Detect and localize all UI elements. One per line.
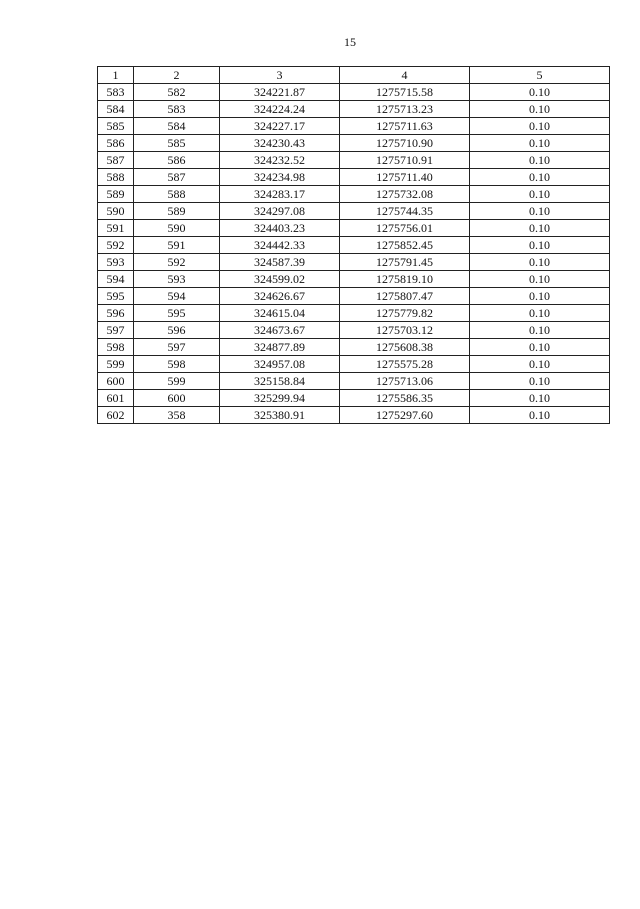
table-cell-col-5: 0.10 <box>470 101 610 118</box>
header-cell-col-1: 1 <box>98 67 134 84</box>
table-cell-col-1: 594 <box>98 271 134 288</box>
table-cell-col-1: 602 <box>98 407 134 424</box>
table-row <box>98 356 610 373</box>
table-cell-col-1: 600 <box>98 373 134 390</box>
table-body <box>98 84 610 424</box>
table-cell-col-4: 1275710.90 <box>340 135 470 152</box>
table-row <box>98 169 610 186</box>
table-cell-col-1: 595 <box>98 288 134 305</box>
table-row <box>98 288 610 305</box>
table-cell-col-5: 0.10 <box>470 407 610 424</box>
table-cell-col-3: 324221.87 <box>220 84 340 101</box>
table-row <box>98 186 610 203</box>
table-cell-col-5: 0.10 <box>470 203 610 220</box>
table-cell-col-4: 1275779.82 <box>340 305 470 322</box>
table-cell-col-2: 582 <box>134 84 220 101</box>
table-cell-col-2: 597 <box>134 339 220 356</box>
table-cell-col-2: 583 <box>134 101 220 118</box>
header-cell-col-4: 4 <box>340 67 470 84</box>
table-cell-col-5: 0.10 <box>470 118 610 135</box>
header-cell-col-5: 5 <box>470 67 610 84</box>
table-cell-col-1: 588 <box>98 169 134 186</box>
table-cell-col-1: 583 <box>98 84 134 101</box>
table-cell-col-1: 598 <box>98 339 134 356</box>
table-cell-col-5: 0.10 <box>470 169 610 186</box>
table-cell-col-4: 1275703.12 <box>340 322 470 339</box>
table-cell-col-5: 0.10 <box>470 271 610 288</box>
table-row <box>98 390 610 407</box>
table-cell-col-2: 590 <box>134 220 220 237</box>
table-cell-col-3: 324234.98 <box>220 169 340 186</box>
table-cell-col-2: 358 <box>134 407 220 424</box>
table-cell-col-3: 324297.08 <box>220 203 340 220</box>
table-cell-col-4: 1275744.35 <box>340 203 470 220</box>
table-cell-col-2: 595 <box>134 305 220 322</box>
table-cell-col-3: 324599.02 <box>220 271 340 288</box>
table-row <box>98 203 610 220</box>
table-cell-col-1: 601 <box>98 390 134 407</box>
page-number: 15 <box>344 35 356 49</box>
table-cell-col-2: 600 <box>134 390 220 407</box>
table-cell-col-3: 324615.04 <box>220 305 340 322</box>
table-cell-col-3: 324224.24 <box>220 101 340 118</box>
table-cell-col-1: 587 <box>98 152 134 169</box>
table-cell-col-5: 0.10 <box>470 356 610 373</box>
table-row <box>98 220 610 237</box>
table-cell-col-3: 324673.67 <box>220 322 340 339</box>
table-cell-col-5: 0.10 <box>470 220 610 237</box>
table-cell-col-2: 587 <box>134 169 220 186</box>
table-cell-col-1: 593 <box>98 254 134 271</box>
table-cell-col-5: 0.10 <box>470 288 610 305</box>
table-cell-col-2: 594 <box>134 288 220 305</box>
table-cell-col-3: 325299.94 <box>220 390 340 407</box>
table-cell-col-5: 0.10 <box>470 84 610 101</box>
table-cell-col-4: 1275713.06 <box>340 373 470 390</box>
table-cell-col-4: 1275711.63 <box>340 118 470 135</box>
table-cell-col-4: 1275608.38 <box>340 339 470 356</box>
table-cell-col-1: 584 <box>98 101 134 118</box>
header-cell-col-3: 3 <box>220 67 340 84</box>
table-cell-col-4: 1275791.45 <box>340 254 470 271</box>
table-cell-col-4: 1275575.28 <box>340 356 470 373</box>
table-cell-col-4: 1275807.47 <box>340 288 470 305</box>
table-cell-col-3: 324587.39 <box>220 254 340 271</box>
table-cell-col-2: 586 <box>134 152 220 169</box>
table-row <box>98 305 610 322</box>
table-cell-col-2: 588 <box>134 186 220 203</box>
table-row <box>98 101 610 118</box>
table-cell-col-3: 324442.33 <box>220 237 340 254</box>
table-cell-col-2: 591 <box>134 237 220 254</box>
table-cell-col-4: 1275297.60 <box>340 407 470 424</box>
table-cell-col-3: 324232.52 <box>220 152 340 169</box>
table-cell-col-1: 596 <box>98 305 134 322</box>
table-cell-col-1: 599 <box>98 356 134 373</box>
table-cell-col-2: 585 <box>134 135 220 152</box>
table-cell-col-5: 0.10 <box>470 339 610 356</box>
table-cell-col-5: 0.10 <box>470 186 610 203</box>
table-cell-col-4: 1275852.45 <box>340 237 470 254</box>
table-cell-col-2: 584 <box>134 118 220 135</box>
coordinates-table <box>97 66 610 424</box>
table-row <box>98 135 610 152</box>
table-cell-col-5: 0.10 <box>470 390 610 407</box>
table-cell-col-5: 0.10 <box>470 322 610 339</box>
table-cell-col-1: 589 <box>98 186 134 203</box>
table-cell-col-1: 586 <box>98 135 134 152</box>
table-cell-col-3: 324283.17 <box>220 186 340 203</box>
table-cell-col-4: 1275756.01 <box>340 220 470 237</box>
table-cell-col-5: 0.10 <box>470 305 610 322</box>
table-cell-col-5: 0.10 <box>470 237 610 254</box>
table-cell-col-1: 597 <box>98 322 134 339</box>
table-cell-col-3: 324230.43 <box>220 135 340 152</box>
table-cell-col-3: 325380.91 <box>220 407 340 424</box>
table-cell-col-2: 593 <box>134 271 220 288</box>
table-cell-col-2: 596 <box>134 322 220 339</box>
table-cell-col-1: 591 <box>98 220 134 237</box>
table-row <box>98 237 610 254</box>
table-row <box>98 84 610 101</box>
table-cell-col-4: 1275586.35 <box>340 390 470 407</box>
table-cell-col-4: 1275819.10 <box>340 271 470 288</box>
table-cell-col-5: 0.10 <box>470 373 610 390</box>
table-cell-col-1: 592 <box>98 237 134 254</box>
table-cell-col-4: 1275713.23 <box>340 101 470 118</box>
table-row <box>98 254 610 271</box>
table-row <box>98 322 610 339</box>
table-cell-col-1: 590 <box>98 203 134 220</box>
table-cell-col-3: 325158.84 <box>220 373 340 390</box>
table-cell-col-5: 0.10 <box>470 254 610 271</box>
table-cell-col-2: 599 <box>134 373 220 390</box>
header-row <box>98 67 610 84</box>
table-row <box>98 373 610 390</box>
table-row <box>98 118 610 135</box>
table-cell-col-3: 324227.17 <box>220 118 340 135</box>
table-cell-col-4: 1275711.40 <box>340 169 470 186</box>
table-row <box>98 152 610 169</box>
table-cell-col-4: 1275715.58 <box>340 84 470 101</box>
table-cell-col-4: 1275710.91 <box>340 152 470 169</box>
table-cell-col-5: 0.10 <box>470 152 610 169</box>
table-cell-col-3: 324877.89 <box>220 339 340 356</box>
table-cell-col-3: 324626.67 <box>220 288 340 305</box>
table-cell-col-3: 324403.23 <box>220 220 340 237</box>
table-cell-col-2: 598 <box>134 356 220 373</box>
table-cell-col-2: 589 <box>134 203 220 220</box>
table-cell-col-5: 0.10 <box>470 135 610 152</box>
header-cell-col-2: 2 <box>134 67 220 84</box>
table-header <box>98 67 610 84</box>
table-row <box>98 339 610 356</box>
table-row <box>98 271 610 288</box>
table-cell-col-3: 324957.08 <box>220 356 340 373</box>
table-row <box>98 407 610 424</box>
table-cell-col-1: 585 <box>98 118 134 135</box>
table-cell-col-4: 1275732.08 <box>340 186 470 203</box>
table-cell-col-2: 592 <box>134 254 220 271</box>
